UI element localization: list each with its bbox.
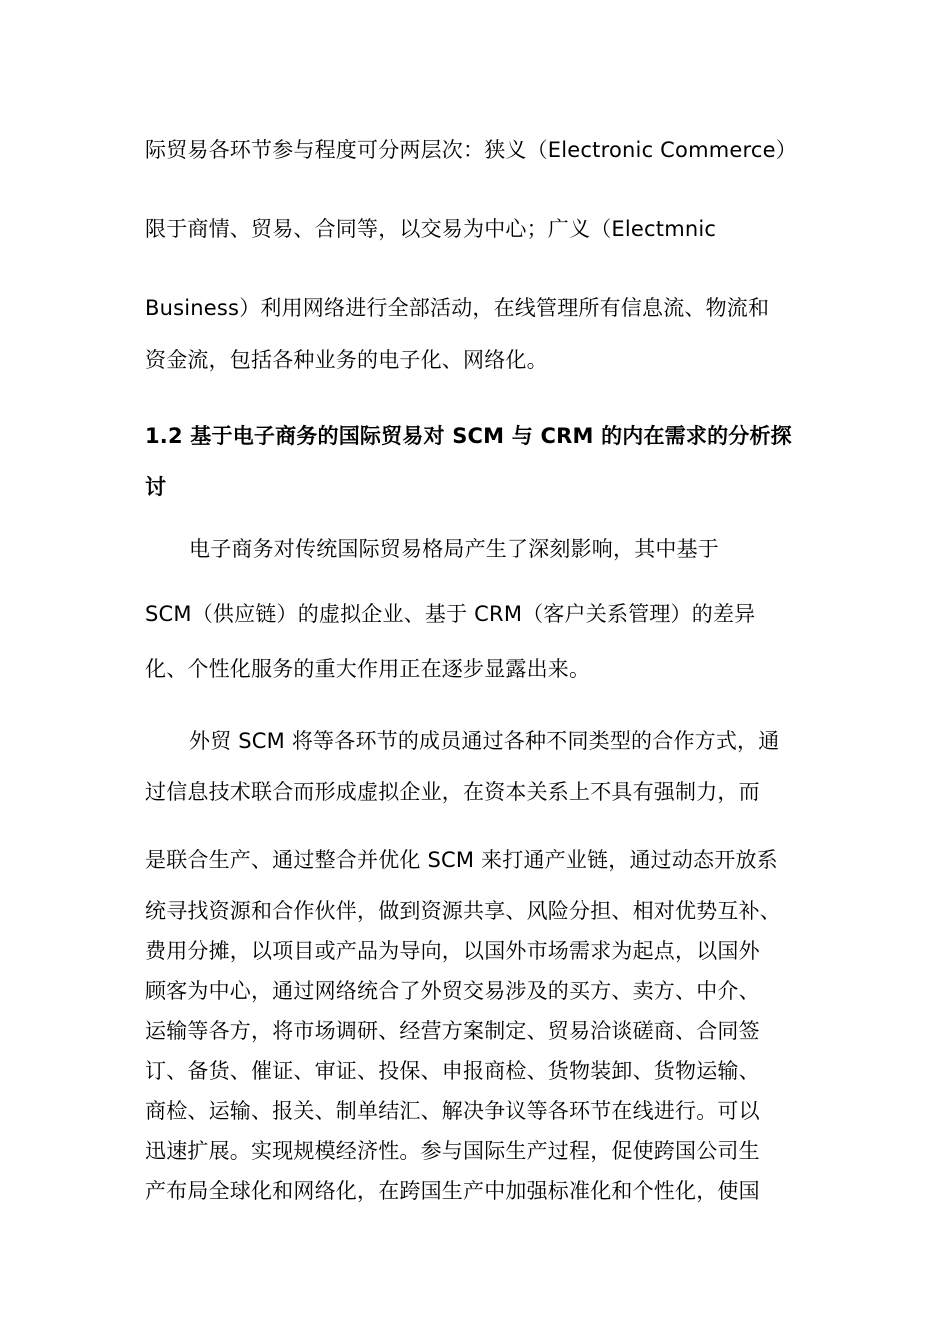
paragraph-line: 商检、运输、报关、制单结汇、解决争议等各环节在线进行。可以 [145,1099,760,1123]
paragraph-line: SCM（供应链）的虚拟企业、基于 CRM（客户关系管理）的差异 [145,602,756,626]
paragraph-line: 资金流，包括各种业务的电子化、网络化。 [145,348,548,372]
paragraph-line: 顾客为中心，通过网络统合了外贸交易涉及的买方、卖方、中介、 [145,979,760,1003]
paragraph-line: 外贸 SCM 将等各环节的成员通过各种不同类型的合作方式，通 [189,729,780,753]
section-heading-continued: 讨 [145,475,167,499]
paragraph-line: 是联合生产、通过整合并优化 SCM 来打通产业链，通过动态开放系 [145,848,778,872]
paragraph-line: 统寻找资源和合作伙伴，做到资源共享、风险分担、相对优势互补、 [145,899,781,923]
paragraph-line: 过信息技术联合而形成虚拟企业，在资本关系上不具有强制力，而 [145,780,760,804]
paragraph-line: 化、个性化服务的重大作用正在逐步显露出来。 [145,657,591,681]
paragraph-line: 费用分摊，以项目或产品为导向，以国外市场需求为起点，以国外 [145,939,760,963]
paragraph-line: 电子商务对传统国际贸易格局产生了深刻影响，其中基于 [189,537,719,561]
paragraph-line: 订、备货、催证、审证、投保、申报商检、货物装卸、货物运输、 [145,1059,760,1083]
paragraph-line: 运输等各方，将市场调研、经营方案制定、贸易洽谈磋商、合同签 [145,1019,760,1043]
paragraph-line: 迅速扩展。实现规模经济性。参与国际生产过程，促使跨国公司生 [145,1139,760,1163]
section-heading: 1.2 基于电子商务的国际贸易对 SCM 与 CRM 的内在需求的分析探 [145,424,792,448]
paragraph-line: 产布局全球化和网络化，在跨国生产中加强标准化和个性化，使国 [145,1179,760,1203]
paragraph-line: 限于商情、贸易、合同等，以交易为中心；广义（Electmnic [145,217,717,241]
paragraph-line: 际贸易各环节参与程度可分两层次：狭义（Electronic Commerce） [145,138,797,162]
paragraph-line: Business）利用网络进行全部活动，在线管理所有信息流、物流和 [145,296,770,320]
